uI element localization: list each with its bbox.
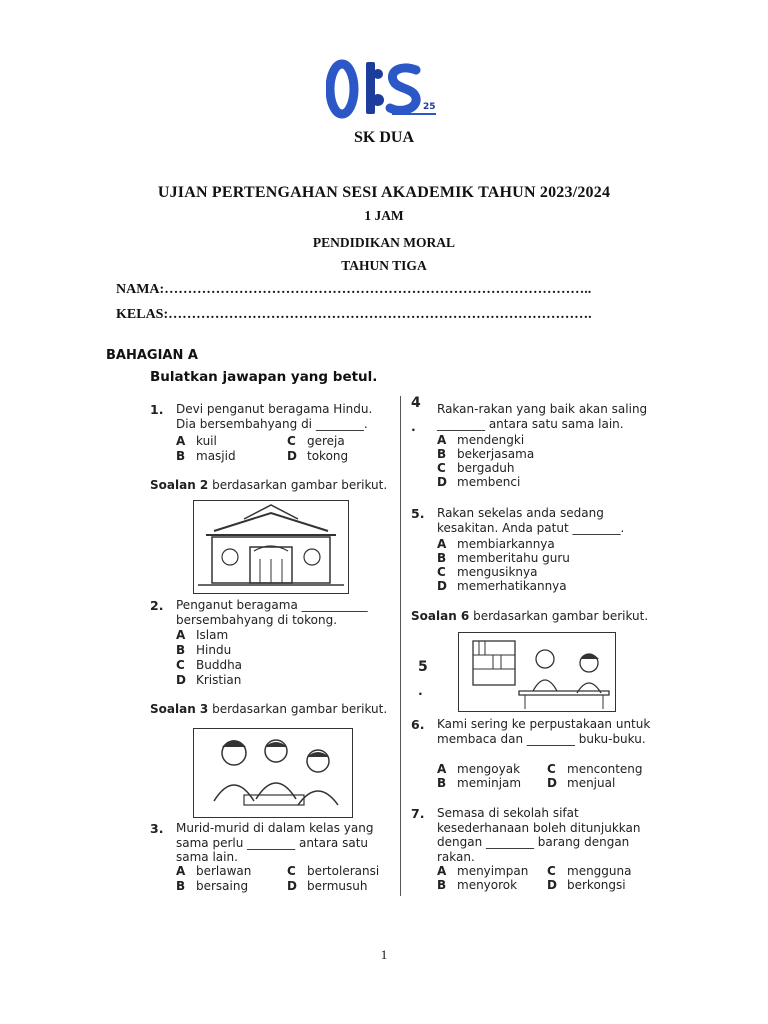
option-4d[interactable]: D membenci xyxy=(437,475,521,489)
option-5b[interactable]: B memberitahu guru xyxy=(437,551,570,565)
option-2a[interactable]: A Islam xyxy=(176,628,229,642)
option-3a[interactable]: A berlawan xyxy=(176,864,252,878)
section-instruction: Bulatkan jawapan yang betul. xyxy=(150,369,378,385)
option-3b[interactable]: B bersaing xyxy=(176,879,249,893)
stimulus-3-caption: Soalan 3 berdasarkan gambar berikut. xyxy=(150,702,388,716)
option-6b[interactable]: B meminjam xyxy=(437,776,522,790)
option-1d[interactable]: D tokong xyxy=(287,449,349,463)
library-illustration xyxy=(458,632,616,712)
option-1c[interactable]: C gereja xyxy=(287,434,345,448)
question-number: 1. xyxy=(150,402,164,417)
question-text-4: Rakan-rakan yang baik akan saling ________ antara satu sama lain. xyxy=(437,402,648,431)
option-4a[interactable]: A mendengki xyxy=(437,433,525,447)
exam-duration: 1 JAM xyxy=(364,208,404,223)
marker-5-dot: . xyxy=(418,683,423,698)
question-number-dot: . xyxy=(411,419,416,434)
question-number: 6. xyxy=(411,717,425,732)
question-number: 2. xyxy=(150,598,164,613)
option-5d[interactable]: D memerhatikannya xyxy=(437,579,567,593)
question-number: 5. xyxy=(411,506,425,521)
question-number: 7. xyxy=(411,806,425,821)
option-2d[interactable]: D Kristian xyxy=(176,673,242,687)
question-text-6: Kami sering ke perpustakaan untuk membaca dan ________ buku-buku. xyxy=(437,717,651,746)
option-7d[interactable]: D berkongsi xyxy=(547,878,626,892)
exam-title: UJIAN PERTENGAHAN SESI AKADEMIK TAHUN 2023/2024 xyxy=(157,184,611,201)
option-5c[interactable]: C mengusiknya xyxy=(437,565,538,579)
question-number: 3. xyxy=(150,821,164,836)
option-7c[interactable]: C mengguna xyxy=(547,864,632,878)
marker-5: 5 xyxy=(418,659,428,675)
option-6d[interactable]: D menjual xyxy=(547,776,616,790)
year-level: TAHUN TIGA xyxy=(341,258,427,273)
library-icon xyxy=(459,633,615,711)
stimulus-2-caption: Soalan 2 berdasarkan gambar berikut. xyxy=(150,478,388,492)
page-number: 1 xyxy=(380,947,388,962)
question-text-5: Rakan sekelas anda sedang kesakitan. Anda patut ________. xyxy=(437,506,625,535)
option-4c[interactable]: C bergaduh xyxy=(437,461,515,475)
question-text-3: Murid-murid di dalam kelas yang sama perlu ________ antara satu sama lain. xyxy=(176,821,374,864)
logo-number: 25 xyxy=(423,102,436,112)
question-text-7: Semasa di sekolah sifat kesederhanaan boleh ditunjukkan dengan ________ barang dengan rakan. xyxy=(437,806,641,864)
option-7b[interactable]: B menyorok xyxy=(437,878,518,892)
option-1b[interactable]: B masjid xyxy=(176,449,236,463)
stimulus-6-caption: Soalan 6 berdasarkan gambar berikut. xyxy=(411,609,649,623)
question-text-2: Penganut beragama ___________ bersembahyang di tokong. xyxy=(176,598,368,627)
option-2b[interactable]: B Hindu xyxy=(176,643,232,657)
class-field[interactable]: KELAS:………………………………………………………………………………. xyxy=(116,307,592,322)
school-name: SK DUA xyxy=(353,129,414,146)
option-7a[interactable]: A menyimpan xyxy=(437,864,529,878)
option-5a[interactable]: A membiarkannya xyxy=(437,537,555,551)
option-2c[interactable]: C Buddha xyxy=(176,658,243,672)
question-text-1: Devi penganut beragama Hindu. Dia bersembahyang di ________. xyxy=(176,402,373,431)
option-3c[interactable]: C bertoleransi xyxy=(287,864,380,878)
section-title: BAHAGIAN A xyxy=(106,348,198,363)
name-field[interactable]: NAMA:……………………………………………………………………………….. xyxy=(116,282,592,297)
option-3d[interactable]: D bermusuh xyxy=(287,879,368,893)
subject-name: PENDIDIKAN MORAL xyxy=(312,235,456,250)
option-6c[interactable]: C menconteng xyxy=(547,762,643,776)
option-4b[interactable]: B bekerjasama xyxy=(437,447,535,461)
question-number: 4 xyxy=(411,395,421,411)
option-6a[interactable]: A mengoyak xyxy=(437,762,521,776)
option-1a[interactable]: A kuil xyxy=(176,434,217,448)
